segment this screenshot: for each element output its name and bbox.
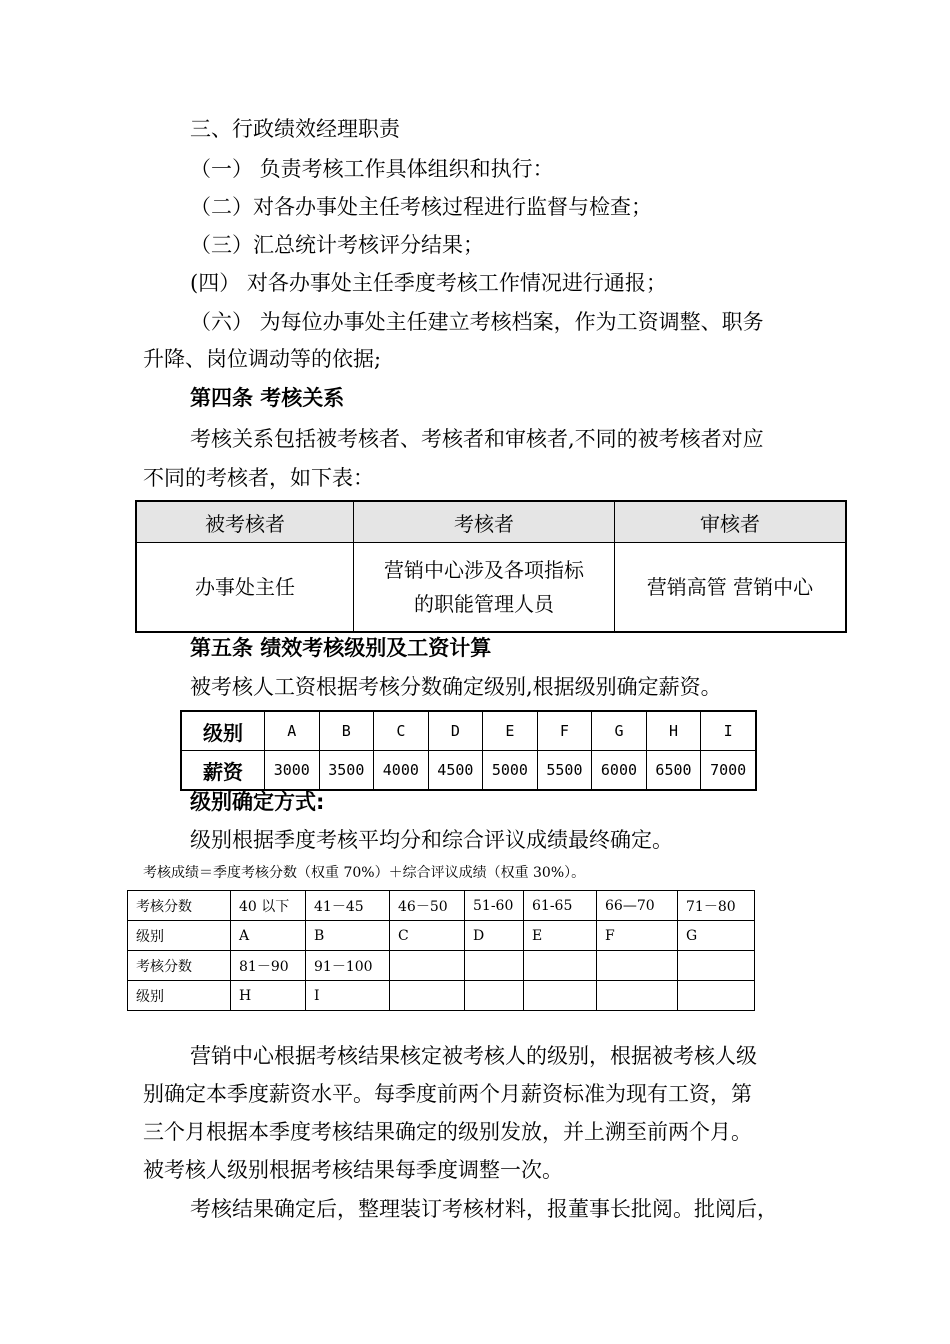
list-item-continuation: 升降、岗位调动等的依据; <box>143 347 382 371</box>
table-cell: 考核分数 <box>128 891 231 921</box>
salary-cell: 4000 <box>374 751 429 791</box>
table-cell: F <box>597 921 678 951</box>
table-cell <box>354 543 615 633</box>
grade-cell: E <box>483 711 538 751</box>
list-item: (四） 对各办事处主任季度考核工作情况进行通报； <box>190 271 667 295</box>
salary-cell: 5500 <box>537 751 592 791</box>
method-title: 级别确定方式: <box>190 790 325 814</box>
table-cell: 91－100 <box>306 951 390 981</box>
table-cell-line: 的职能管理人员 <box>414 592 554 616</box>
table-cell <box>524 981 597 1011</box>
score-grade-table <box>127 890 755 1011</box>
table-cell <box>678 951 755 981</box>
table-cell: 46－50 <box>390 891 465 921</box>
table-cell: H <box>231 981 306 1011</box>
paragraph-line: 考核关系包括被考核者、考核者和审核者,不同的被考核者对应 <box>190 427 764 451</box>
salary-cell: 6500 <box>646 751 701 791</box>
grade-cell: H <box>646 711 701 751</box>
table-header-cell: 审核者 <box>615 501 847 543</box>
grade-cell: B <box>319 711 374 751</box>
table-cell: 级别 <box>128 981 231 1011</box>
table-cell <box>465 981 524 1011</box>
salary-cell: 4500 <box>428 751 483 791</box>
grade-cell: G <box>592 711 647 751</box>
formula-text: 考核成绩＝季度考核分数（权重 70%）＋综合评议成绩（权重 30%）。 <box>143 865 586 881</box>
table-cell: 41－45 <box>306 891 390 921</box>
table-cell: D <box>465 921 524 951</box>
salary-cell: 7000 <box>701 751 756 791</box>
table-header-cell: 被考核者 <box>136 501 354 543</box>
paragraph-line: 级别根据季度考核平均分和综合评议成绩最终确定。 <box>190 828 673 852</box>
table-cell <box>597 981 678 1011</box>
salary-cell: 5000 <box>483 751 538 791</box>
table-cell: 考核分数 <box>128 951 231 981</box>
list-item: （一） 负责考核工作具体组织和执行： <box>190 157 554 181</box>
table-cell: E <box>524 921 597 951</box>
salary-cell: 6000 <box>592 751 647 791</box>
paragraph-line: 不同的考核者，如下表： <box>143 466 374 490</box>
table-cell: C <box>390 921 465 951</box>
list-item: （六） 为每位办事处主任建立考核档案，作为工资调整、职务 <box>190 310 764 334</box>
article-title: 第五条 绩效考核级别及工资计算 <box>190 636 492 660</box>
salary-cell: 3500 <box>319 751 374 791</box>
table-cell: 办事处主任 <box>136 543 354 633</box>
table-cell <box>390 981 465 1011</box>
table-cell-line: 营销中心涉及各项指标 <box>384 558 584 582</box>
table-cell: 级别 <box>128 921 231 951</box>
grade-cell: A <box>265 711 320 751</box>
row-label: 薪资 <box>181 751 265 791</box>
paragraph-line: 被考核人工资根据考核分数确定级别,根据级别确定薪资。 <box>190 675 722 699</box>
table-cell: 81－90 <box>231 951 306 981</box>
row-label: 级别 <box>181 711 265 751</box>
table-header-cell: 考核者 <box>354 501 615 543</box>
table-cell <box>390 951 465 981</box>
list-item: （三）汇总统计考核评分结果； <box>190 233 484 257</box>
paragraph-line: 被考核人级别根据考核结果每季度调整一次。 <box>143 1158 563 1182</box>
table-cell <box>524 951 597 981</box>
section-heading: 三、行政绩效经理职责 <box>190 117 400 141</box>
paragraph-line: 考核结果确定后，整理装订考核材料，报董事长批阅。批阅后， <box>190 1197 778 1221</box>
table-cell: 51-60 <box>465 891 524 921</box>
article-title: 第四条 考核关系 <box>190 386 345 410</box>
table-cell: 40 以下 <box>231 891 306 921</box>
salary-cell: 3000 <box>265 751 320 791</box>
relationship-table <box>135 500 847 633</box>
grade-cell: I <box>701 711 756 751</box>
table-cell <box>465 951 524 981</box>
table-cell: A <box>231 921 306 951</box>
paragraph-line: 别确定本季度薪资水平。每季度前两个月薪资标准为现有工资，第 <box>143 1082 752 1106</box>
list-item: （二）对各办事处主任考核过程进行监督与检查； <box>190 195 652 219</box>
table-cell: 61-65 <box>524 891 597 921</box>
paragraph-line: 三个月根据本季度考核结果确定的级别发放，并上溯至前两个月。 <box>143 1120 752 1144</box>
table-cell: 66—70 <box>597 891 678 921</box>
table-cell: 71－80 <box>678 891 755 921</box>
grade-cell: D <box>428 711 483 751</box>
table-cell: I <box>306 981 390 1011</box>
grade-salary-table <box>180 710 757 791</box>
table-cell: 营销高管 营销中心 <box>615 543 847 633</box>
table-cell: G <box>678 921 755 951</box>
paragraph-line: 营销中心根据考核结果核定被考核人的级别，根据被考核人级 <box>190 1044 757 1068</box>
table-cell: B <box>306 921 390 951</box>
table-cell <box>597 951 678 981</box>
grade-cell: F <box>537 711 592 751</box>
table-cell <box>678 981 755 1011</box>
grade-cell: C <box>374 711 429 751</box>
